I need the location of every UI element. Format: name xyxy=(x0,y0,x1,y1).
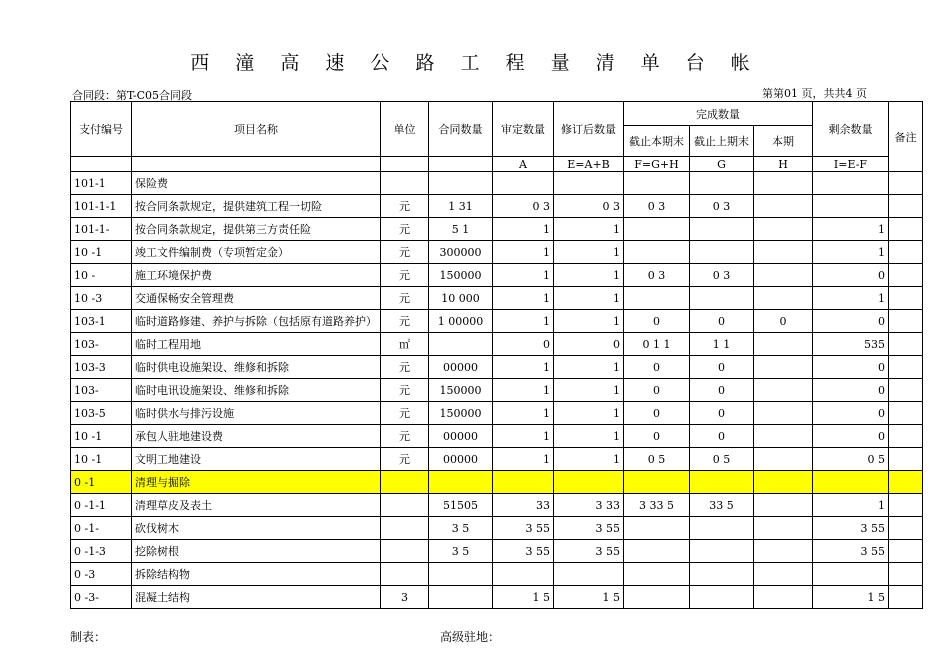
table-row xyxy=(71,287,923,310)
row-unit: 元 xyxy=(381,310,429,333)
row-name: 保险费 xyxy=(132,172,381,195)
footer-preparer: 制表： xyxy=(70,630,107,644)
row-revised-qty: 1 xyxy=(554,448,624,471)
row-remaining: 0 xyxy=(813,264,889,287)
table-row xyxy=(71,356,923,379)
row-remaining: 1 xyxy=(813,494,889,517)
row-cum-last: 0 3 xyxy=(690,195,754,218)
row-this-period xyxy=(754,333,813,356)
row-contract-qty: 3 5 xyxy=(429,540,493,563)
row-cum-this: 0 xyxy=(624,356,690,379)
row-code: 101-1 xyxy=(71,172,132,195)
row-this-period xyxy=(754,471,813,494)
row-remark xyxy=(889,540,923,563)
row-code: 10 -1 xyxy=(71,425,132,448)
table-row xyxy=(71,540,923,563)
table-row xyxy=(71,448,923,471)
header-contract-qty: 合同数量 xyxy=(429,102,493,157)
row-remaining: 0 xyxy=(813,310,889,333)
row-remaining: 1 xyxy=(813,241,889,264)
row-revised-qty: 3 55 xyxy=(554,517,624,540)
contract-section-label: 合同段：第T-C05合同段 xyxy=(72,89,193,102)
row-cum-last xyxy=(690,517,754,540)
row-unit: 元 xyxy=(381,448,429,471)
row-unit xyxy=(381,172,429,195)
row-revised-qty: 1 xyxy=(554,241,624,264)
row-approved-qty: 1 xyxy=(493,310,554,333)
row-contract-qty: 51505 xyxy=(429,494,493,517)
table-row xyxy=(71,517,923,540)
row-approved-qty: 33 xyxy=(493,494,554,517)
row-revised-qty: 1 5 xyxy=(554,586,624,609)
row-approved-qty: 0 xyxy=(493,333,554,356)
row-unit: 3 xyxy=(381,586,429,609)
row-cum-this xyxy=(624,563,690,586)
row-cum-last xyxy=(690,586,754,609)
row-approved-qty xyxy=(493,563,554,586)
row-contract-qty: 150000 xyxy=(429,379,493,402)
row-contract-qty xyxy=(429,333,493,356)
row-remaining: 1 xyxy=(813,218,889,241)
row-approved-qty: 1 xyxy=(493,402,554,425)
row-code: 103-3 xyxy=(71,356,132,379)
row-this-period xyxy=(754,241,813,264)
row-this-period xyxy=(754,195,813,218)
row-revised-qty: 1 xyxy=(554,218,624,241)
row-code: 101-1- xyxy=(71,218,132,241)
row-approved-qty: 1 xyxy=(493,287,554,310)
header-cum-last: 截止上期末 xyxy=(690,126,754,157)
table-row xyxy=(71,333,923,356)
row-cum-last xyxy=(690,287,754,310)
row-contract-qty: 300000 xyxy=(429,241,493,264)
row-contract-qty xyxy=(429,172,493,195)
row-approved-qty: 1 xyxy=(493,448,554,471)
row-cum-this: 3 33 5 xyxy=(624,494,690,517)
row-cum-this: 0 3 xyxy=(624,264,690,287)
row-cum-last: 0 5 xyxy=(690,448,754,471)
row-unit: 元 xyxy=(381,264,429,287)
row-this-period xyxy=(754,402,813,425)
row-code: 101-1-1 xyxy=(71,195,132,218)
row-name: 临时工程用地 xyxy=(132,333,381,356)
row-name: 竣工文件编制费（专项暂定金） xyxy=(132,241,381,264)
row-remaining xyxy=(813,195,889,218)
row-this-period xyxy=(754,172,813,195)
row-remark xyxy=(889,586,923,609)
row-unit xyxy=(381,494,429,517)
row-contract-qty: 150000 xyxy=(429,264,493,287)
row-code: 0 -3 xyxy=(71,563,132,586)
table-row xyxy=(71,218,923,241)
row-remark xyxy=(889,563,923,586)
row-approved-qty: 3 55 xyxy=(493,517,554,540)
table-row xyxy=(71,563,923,586)
row-remark xyxy=(889,517,923,540)
table-row xyxy=(71,494,923,517)
row-contract-qty: 1 31 xyxy=(429,195,493,218)
row-cum-this: 0 xyxy=(624,310,690,333)
row-contract-qty: 150000 xyxy=(429,402,493,425)
row-approved-qty: 1 xyxy=(493,379,554,402)
table-row xyxy=(71,172,923,195)
row-approved-qty: 1 xyxy=(493,218,554,241)
header-cum-this: 截止本期末 xyxy=(624,126,690,157)
row-cum-this xyxy=(624,287,690,310)
header-name: 项目名称 xyxy=(132,102,381,157)
row-remaining: 3 55 xyxy=(813,517,889,540)
row-approved-qty: 1 xyxy=(493,241,554,264)
row-remark xyxy=(889,218,923,241)
row-this-period xyxy=(754,494,813,517)
row-this-period: 0 xyxy=(754,310,813,333)
row-cum-this xyxy=(624,172,690,195)
header-remaining: 剩余数量 xyxy=(813,102,889,157)
row-remaining: 0 xyxy=(813,356,889,379)
row-unit: 元 xyxy=(381,241,429,264)
row-cum-last: 0 xyxy=(690,425,754,448)
row-cum-this xyxy=(624,471,690,494)
row-cum-this: 0 xyxy=(624,425,690,448)
row-code: 103-1 xyxy=(71,310,132,333)
row-contract-qty: 00000 xyxy=(429,356,493,379)
header-revised-qty: 修订后数量 xyxy=(554,102,624,157)
row-remaining: 1 xyxy=(813,287,889,310)
header-unit: 单位 xyxy=(381,102,429,157)
row-cum-this: 0 3 xyxy=(624,195,690,218)
row-remaining: 1 5 xyxy=(813,586,889,609)
header-remarks: 备注 xyxy=(889,102,923,172)
row-cum-this xyxy=(624,241,690,264)
row-unit xyxy=(381,517,429,540)
row-remaining xyxy=(813,471,889,494)
row-name: 挖除树根 xyxy=(132,540,381,563)
row-name: 承包人驻地建设费 xyxy=(132,425,381,448)
formula-f: F=G+H xyxy=(624,157,690,172)
row-remark xyxy=(889,402,923,425)
row-contract-qty xyxy=(429,471,493,494)
row-code: 10 -1 xyxy=(71,241,132,264)
row-cum-this: 0 5 xyxy=(624,448,690,471)
row-remark xyxy=(889,195,923,218)
table-row xyxy=(71,586,923,609)
row-this-period xyxy=(754,379,813,402)
row-approved-qty: 0 3 xyxy=(493,195,554,218)
row-code: 0 -1 xyxy=(71,471,132,494)
row-revised-qty: 1 xyxy=(554,264,624,287)
row-remark xyxy=(889,287,923,310)
row-cum-this xyxy=(624,218,690,241)
row-remaining xyxy=(813,172,889,195)
row-name: 砍伐树木 xyxy=(132,517,381,540)
row-name: 按合同条款规定，提供建筑工程一切险 xyxy=(132,195,381,218)
row-name: 临时电讯设施架设、维修和拆除 xyxy=(132,379,381,402)
row-cum-this: 0 1 1 xyxy=(624,333,690,356)
row-this-period xyxy=(754,586,813,609)
row-remark xyxy=(889,310,923,333)
table-row xyxy=(71,264,923,287)
ledger-table xyxy=(70,101,923,609)
table-row xyxy=(71,471,923,494)
row-revised-qty: 1 xyxy=(554,310,624,333)
page-title: 西 潼 高 速 公 路 工 程 量 清 单 台 帐 xyxy=(190,52,760,74)
row-code: 10 -1 xyxy=(71,448,132,471)
row-revised-qty: 1 xyxy=(554,287,624,310)
row-remaining: 0 xyxy=(813,379,889,402)
header-completed: 完成数量 xyxy=(624,102,813,126)
row-revised-qty xyxy=(554,172,624,195)
row-approved-qty xyxy=(493,471,554,494)
row-code: 0 -3- xyxy=(71,586,132,609)
row-remaining: 0 xyxy=(813,425,889,448)
row-cum-last xyxy=(690,172,754,195)
row-approved-qty: 1 xyxy=(493,264,554,287)
row-cum-last xyxy=(690,540,754,563)
row-unit: 元 xyxy=(381,425,429,448)
row-unit: 元 xyxy=(381,287,429,310)
row-contract-qty: 3 5 xyxy=(429,517,493,540)
row-code: 10 - xyxy=(71,264,132,287)
row-code: 0 -1-3 xyxy=(71,540,132,563)
row-code: 0 -1-1 xyxy=(71,494,132,517)
row-cum-last: 0 xyxy=(690,379,754,402)
formula-g: G xyxy=(690,157,754,172)
row-revised-qty: 0 3 xyxy=(554,195,624,218)
row-remark xyxy=(889,494,923,517)
row-cum-this xyxy=(624,517,690,540)
row-cum-last xyxy=(690,471,754,494)
row-unit: 元 xyxy=(381,379,429,402)
row-contract-qty: 10 000 xyxy=(429,287,493,310)
row-remark xyxy=(889,425,923,448)
row-name: 施工环境保护费 xyxy=(132,264,381,287)
row-code: 103-5 xyxy=(71,402,132,425)
row-remark xyxy=(889,333,923,356)
row-contract-qty: 5 1 xyxy=(429,218,493,241)
row-unit: 元 xyxy=(381,356,429,379)
row-this-period xyxy=(754,264,813,287)
row-remark xyxy=(889,172,923,195)
row-this-period xyxy=(754,218,813,241)
row-remark xyxy=(889,379,923,402)
table-row xyxy=(71,241,923,264)
row-cum-last: 0 xyxy=(690,356,754,379)
row-revised-qty xyxy=(554,563,624,586)
row-name: 清理与掘除 xyxy=(132,471,381,494)
row-name: 临时道路修建、养护与拆除（包括原有道路养护） xyxy=(132,310,381,333)
row-cum-last xyxy=(690,218,754,241)
row-this-period xyxy=(754,287,813,310)
row-this-period xyxy=(754,517,813,540)
row-cum-this: 0 xyxy=(624,379,690,402)
table-row xyxy=(71,402,923,425)
row-revised-qty: 3 55 xyxy=(554,540,624,563)
row-remaining: 535 xyxy=(813,333,889,356)
row-name: 按合同条款规定，提供第三方责任险 xyxy=(132,218,381,241)
row-remark xyxy=(889,448,923,471)
table-row xyxy=(71,425,923,448)
row-revised-qty: 1 xyxy=(554,425,624,448)
row-remark xyxy=(889,241,923,264)
row-cum-this: 0 xyxy=(624,402,690,425)
row-approved-qty: 1 xyxy=(493,356,554,379)
row-approved-qty: 1 xyxy=(493,425,554,448)
header-code: 支付编号 xyxy=(71,102,132,157)
formula-h: H xyxy=(754,157,813,172)
row-unit xyxy=(381,563,429,586)
row-name: 临时供水与排污设施 xyxy=(132,402,381,425)
row-this-period xyxy=(754,540,813,563)
row-revised-qty: 0 xyxy=(554,333,624,356)
row-contract-qty: 1 00000 xyxy=(429,310,493,333)
row-unit: 元 xyxy=(381,195,429,218)
row-code: 103- xyxy=(71,333,132,356)
row-cum-this xyxy=(624,540,690,563)
row-this-period xyxy=(754,563,813,586)
row-name: 交通保畅安全管理费 xyxy=(132,287,381,310)
header-this-period: 本期 xyxy=(754,126,813,157)
table-row xyxy=(71,379,923,402)
row-remark xyxy=(889,471,923,494)
header-approved-qty: 审定数量 xyxy=(493,102,554,157)
row-remaining: 0 5 xyxy=(813,448,889,471)
row-revised-qty: 3 33 xyxy=(554,494,624,517)
row-revised-qty: 1 xyxy=(554,356,624,379)
row-approved-qty xyxy=(493,172,554,195)
row-approved-qty: 1 5 xyxy=(493,586,554,609)
row-cum-last: 0 3 xyxy=(690,264,754,287)
row-unit: ㎡ xyxy=(381,333,429,356)
row-cum-last: 1 1 xyxy=(690,333,754,356)
row-revised-qty xyxy=(554,471,624,494)
row-cum-last: 33 5 xyxy=(690,494,754,517)
row-code: 10 -3 xyxy=(71,287,132,310)
formula-i: I=E-F xyxy=(813,157,889,172)
row-unit xyxy=(381,540,429,563)
row-revised-qty: 1 xyxy=(554,379,624,402)
row-name: 清理草皮及表土 xyxy=(132,494,381,517)
row-unit xyxy=(381,471,429,494)
row-remaining: 0 xyxy=(813,402,889,425)
row-code: 0 -1- xyxy=(71,517,132,540)
table-row xyxy=(71,195,923,218)
row-name: 文明工地建设 xyxy=(132,448,381,471)
row-contract-qty: 00000 xyxy=(429,448,493,471)
row-this-period xyxy=(754,425,813,448)
formula-a: A xyxy=(493,157,554,172)
row-this-period xyxy=(754,448,813,471)
row-cum-last: 0 xyxy=(690,402,754,425)
footer-resident: 高级驻地： xyxy=(440,630,501,644)
row-cum-last xyxy=(690,241,754,264)
page-info: 第第01 页，共共4 页 xyxy=(762,87,867,100)
table-row xyxy=(71,310,923,333)
row-unit: 元 xyxy=(381,402,429,425)
row-revised-qty: 1 xyxy=(554,402,624,425)
row-remark xyxy=(889,264,923,287)
row-contract-qty xyxy=(429,563,493,586)
row-unit: 元 xyxy=(381,218,429,241)
row-contract-qty: 00000 xyxy=(429,425,493,448)
row-this-period xyxy=(754,356,813,379)
row-cum-last xyxy=(690,563,754,586)
row-name: 临时供电设施架设、维修和拆除 xyxy=(132,356,381,379)
row-approved-qty: 3 55 xyxy=(493,540,554,563)
row-name: 拆除结构物 xyxy=(132,563,381,586)
row-code: 103- xyxy=(71,379,132,402)
row-remaining: 3 55 xyxy=(813,540,889,563)
formula-e: E=A+B xyxy=(554,157,624,172)
row-cum-last: 0 xyxy=(690,310,754,333)
row-contract-qty xyxy=(429,586,493,609)
row-name: 混凝土结构 xyxy=(132,586,381,609)
row-remark xyxy=(889,356,923,379)
row-remaining xyxy=(813,563,889,586)
row-cum-this xyxy=(624,586,690,609)
